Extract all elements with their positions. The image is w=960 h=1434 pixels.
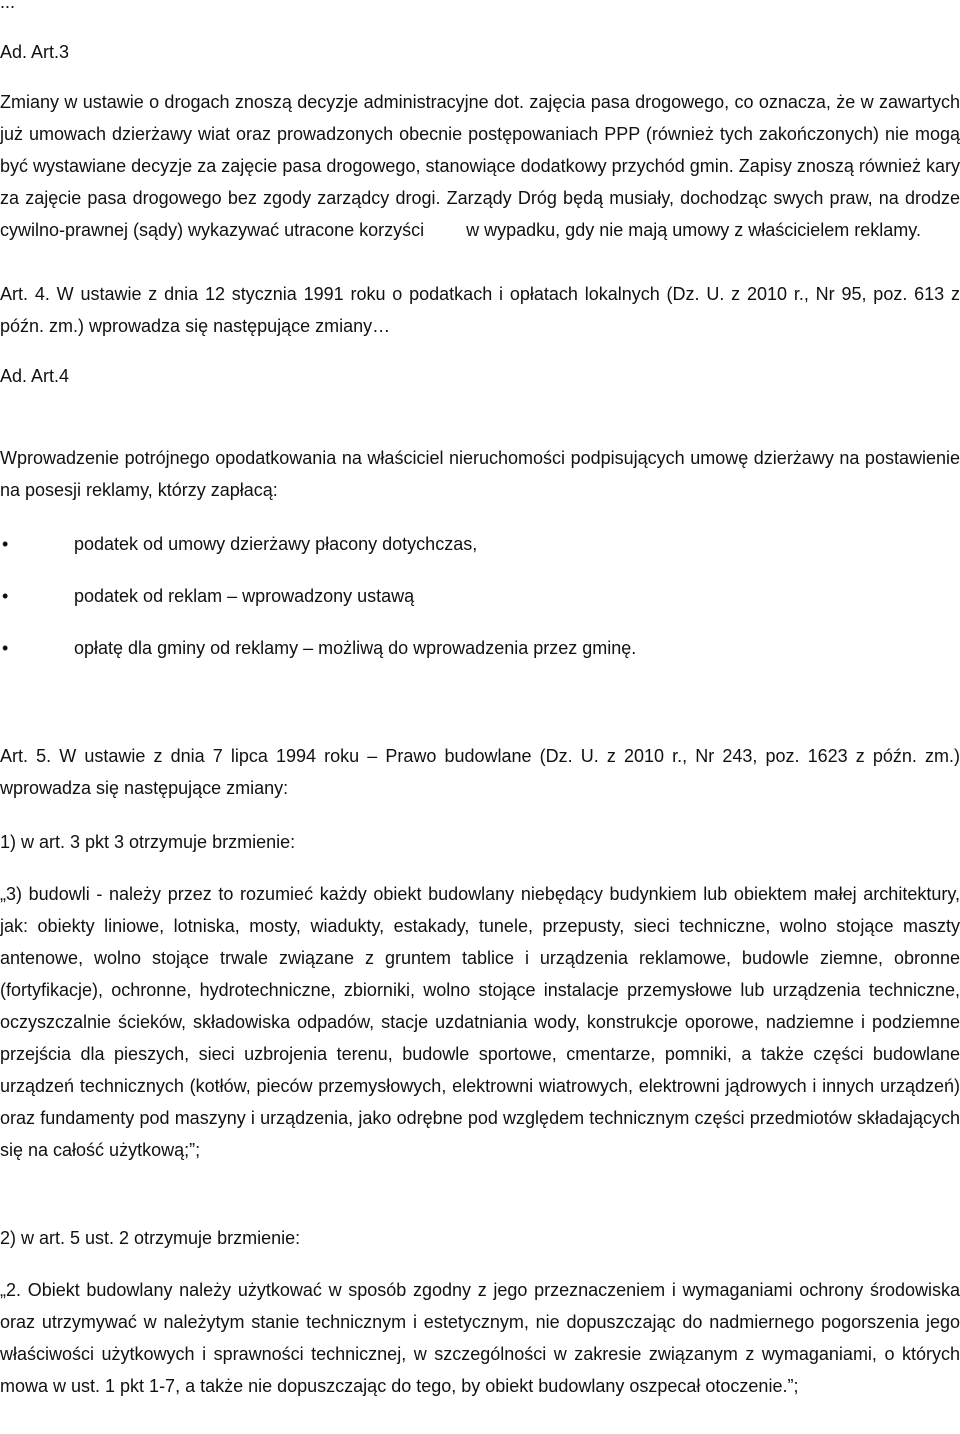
- paragraph-art-3-body: Zmiany w ustawie o drogach znoszą decyzje administracyjne dot. zajęcia pasa drogowego, co oznacza, że w zawartych już umowach dzierżawy wiat oraz prowadzonych obecnie postępowaniach PPP (również tych zakończonych) nie mogą być wystawiane decyzje za zajęcie pasa drogowego, stanowiące dodatkowy przychód gmin. Zapisy znoszą również kary za zajęcie pasa drogowego bez zgody zarządcy drogi. Zarządy Dróg będą musiały, dochodząc swych praw, na drodze cywilno-prawnej (sądy) wykazywać utracone korzyści: [0, 92, 960, 240]
- paragraph-art-3: [0, 86, 960, 246]
- item-1-heading: 1) w art. 3 pkt 3 otrzymuje brzmienie:: [0, 832, 296, 852]
- heading-ad-art-3: Ad. Art.3: [0, 42, 70, 62]
- paragraph-ad-art-4: Wprowadzenie potrójnego opodatkowania na właściciel nieruchomości podpisujących umowę dzierżawy na postawienie na posesji reklamy, którzy zapłacą:: [0, 448, 960, 500]
- bullet-marker: •: [2, 586, 9, 606]
- list-item-text: opłatę dla gminy od reklamy – możliwą do wprowadzenia przez gminę.: [74, 638, 637, 658]
- paragraph-art-5: Art. 5. W ustawie z dnia 7 lipca 1994 roku – Prawo budowlane (Dz. U. z 2010 r., Nr 243, poz. 1623 z późn. zm.) wprowadza się następujące zmiany:: [0, 746, 960, 798]
- list-item-text: podatek od umowy dzierżawy płacony dotychczas,: [74, 534, 478, 554]
- paragraph-art-3-tail: w wypadku, gdy nie mają umowy z właścicielem reklamy.: [466, 220, 921, 240]
- bullet-marker: •: [2, 638, 9, 658]
- list-item-text: podatek od reklam – wprowadzony ustawą: [74, 586, 415, 606]
- top-ellipsis: ...: [0, 0, 16, 12]
- bullet-marker: •: [2, 534, 9, 554]
- item-2-heading: 2) w art. 5 ust. 2 otrzymuje brzmienie:: [0, 1228, 301, 1248]
- item-2-quote: „2. Obiekt budowlany należy użytkować w sposób zgodny z jego przeznaczeniem i wymaganiami ochrony środowiska oraz utrzymywać w należytym stanie technicznym i estetycznym, nie dopuszczając do nadmiernego pogorszenia jego właściwości użytkowych i sprawności technicznej, w szczególności w zakresie związanym z wymaganiami, o których mowa w ust. 1 pkt 1-7, a także nie dopuszczając do tego, by obiekt budowlany oszpecał otoczenie.”;: [0, 1280, 960, 1396]
- paragraph-art-4: Art. 4. W ustawie z dnia 12 stycznia 1991 roku o podatkach i opłatach lokalnych (Dz. U. z 2010 r., Nr 95, poz. 613 z późn. zm.) wprowadza się następujące zmiany…: [0, 284, 960, 336]
- heading-ad-art-4: Ad. Art.4: [0, 366, 70, 386]
- item-1-quote: „3) budowli - należy przez to rozumieć każdy obiekt budowlany niebędący budynkiem lub obiektem małej architektury, jak: obiekty liniowe, lotniska, mosty, wiadukty, estakady, tunele, przepusty, sieci techniczne, wolno stojące maszty antenowe, wolno stojące trwale związane z gruntem tablice i urządzenia reklamowe, budowle ziemne, obronne (fortyfikacje), ochronne, hydrotechniczne, zbiorniki, wolno stojące instalacje przemysłowe lub urządzenia techniczne, oczyszczalnie ścieków, składowiska odpadów, stacje uzdatniania wody, konstrukcje oporowe, nadziemne i podziemne przejścia dla pieszych, sieci uzbrojenia terenu, budowle sportowe, cmentarze, pomniki, a także części budowlane urządzeń technicznych (kotłów, pieców przemysłowych, elektrowni wiatrowych, elektrowni jądrowych i innych urządzeń) oraz fundamenty pod maszyny i urządzenia, jako odrębne pod względem technicznym części przedmiotów składających się na całość użytkową;”;: [0, 884, 960, 1160]
